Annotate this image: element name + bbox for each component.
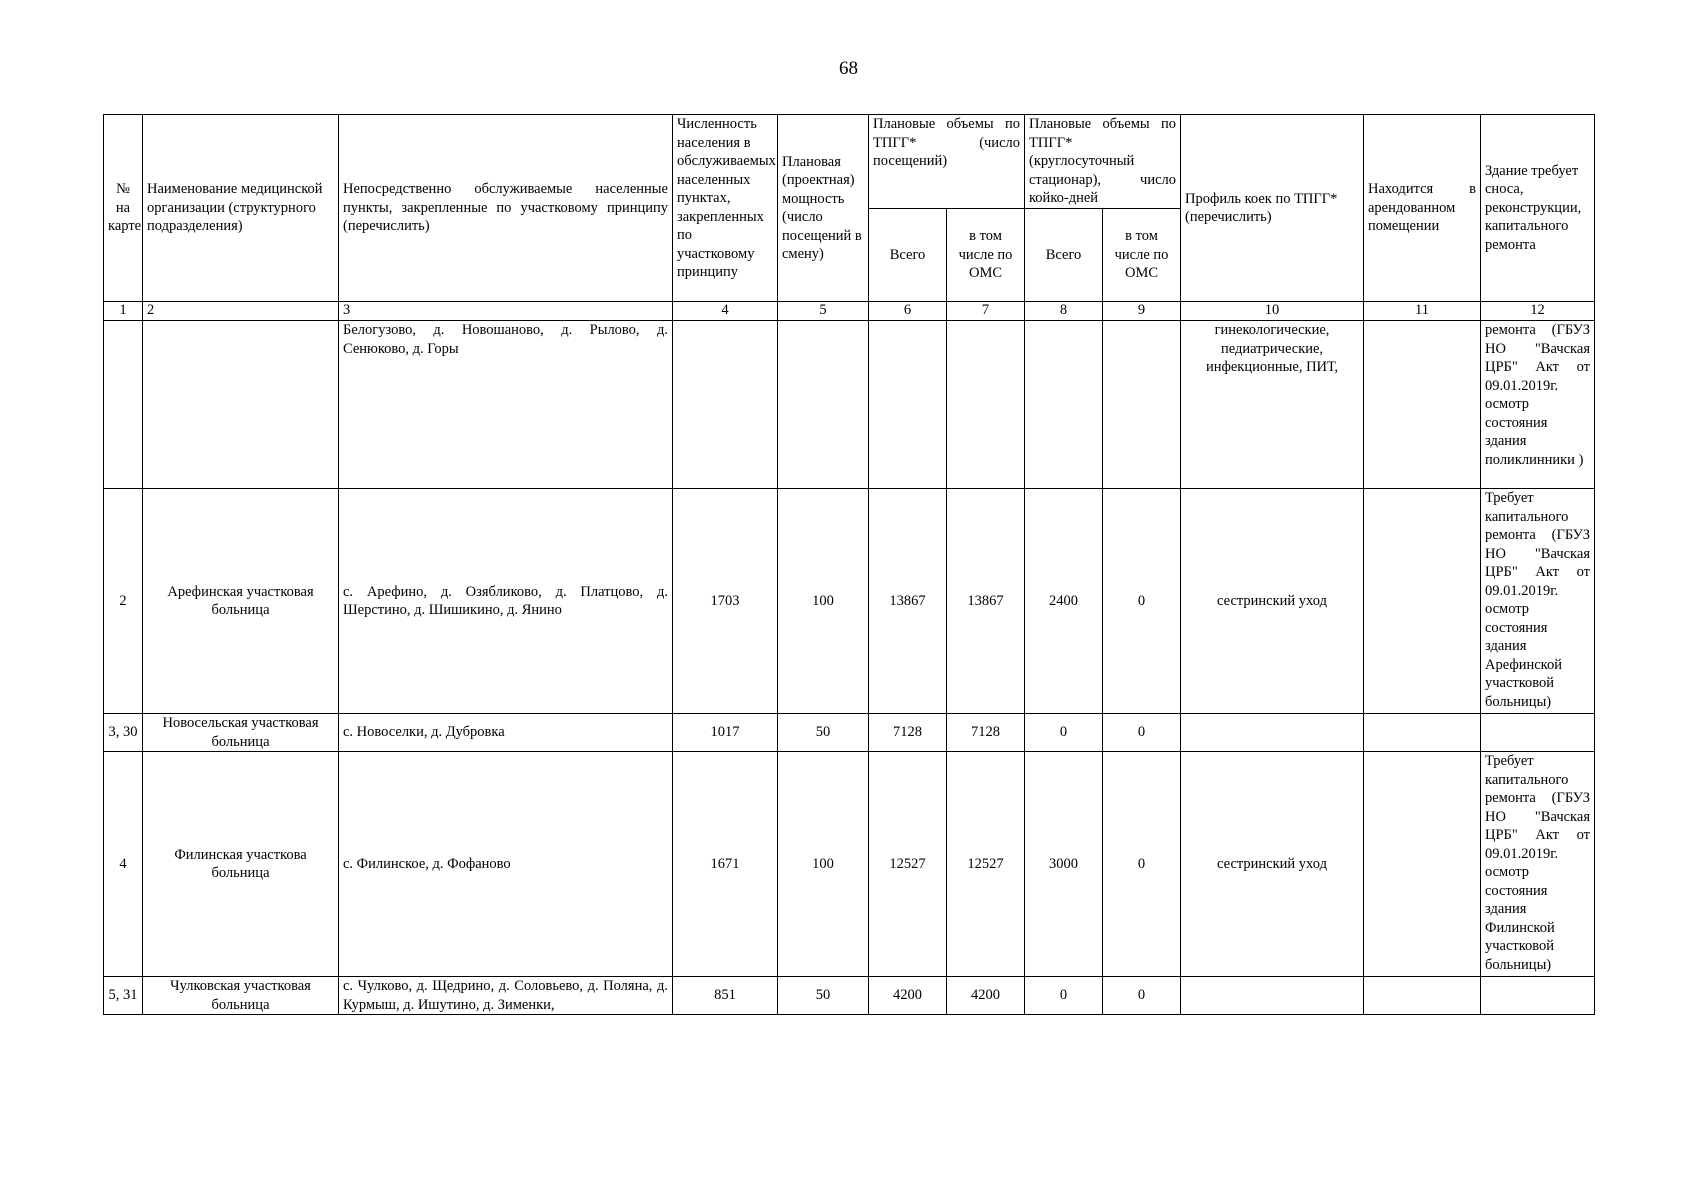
header-visits-total: Всего (869, 209, 947, 302)
column-number: 11 (1364, 302, 1481, 321)
header-beddays-oms: в том числе по ОМС (1103, 209, 1181, 302)
cell-beddays-oms: 0 (1103, 489, 1181, 714)
cell-capacity (778, 321, 869, 489)
cell-capacity: 100 (778, 489, 869, 714)
cell-beddays-total: 0 (1025, 977, 1103, 1015)
cell-population: 1671 (673, 752, 778, 977)
column-number: 10 (1181, 302, 1364, 321)
cell-map-number: 2 (104, 489, 143, 714)
header-visits-oms: в том числе по ОМС (947, 209, 1025, 302)
cell-settlements: с. Чулково, д. Щедрино, д. Соловьево, д. Поляна, д. Курмыш, д. Ишутино, д. Зименки, (339, 977, 673, 1015)
table-row (104, 489, 1595, 714)
column-number: 3 (339, 302, 673, 321)
cell-bed-profile (1181, 714, 1364, 752)
header-beddays-total: Всего (1025, 209, 1103, 302)
cell-rented-premises (1364, 752, 1481, 977)
cell-building-condition (1481, 714, 1595, 752)
column-number: 12 (1481, 302, 1595, 321)
cell-beddays-oms (1103, 321, 1181, 489)
cell-settlements: с. Арефино, д. Озябликово, д. Платцово, д. Шерстино, д. Шишикино, д. Янино (339, 489, 673, 714)
cell-visits-oms: 12527 (947, 752, 1025, 977)
header-map-number: № на карте (104, 115, 143, 302)
header-rented-premises: Находится в арендованном помещении (1364, 115, 1481, 302)
column-number: 6 (869, 302, 947, 321)
cell-bed-profile: гинекологические, педиатрические, инфекционные, ПИТ, (1181, 321, 1364, 489)
table-row (104, 977, 1595, 1015)
header-population: Численность населения в обслуживаемых населенных пунктах, закрепленных по участковому принципу (673, 115, 778, 302)
cell-organization-name: Арефинская участковая больница (143, 489, 339, 714)
header-beddays-group: Плановые объемы по ТПГГ* (круглосуточный стационар), число койко-дней (1025, 115, 1181, 209)
cell-capacity: 100 (778, 752, 869, 977)
cell-population: 1703 (673, 489, 778, 714)
cell-visits-total: 4200 (869, 977, 947, 1015)
cell-beddays-total: 2400 (1025, 489, 1103, 714)
cell-settlements: с. Филинское, д. Фофаново (339, 752, 673, 977)
cell-beddays-total: 0 (1025, 714, 1103, 752)
cell-building-condition: ремонта (ГБУЗ НО "Вачская ЦРБ" Акт от 09.01.2019г. осмотр состояния здания поликлинники ) (1481, 321, 1595, 489)
column-number: 4 (673, 302, 778, 321)
table-row (104, 752, 1595, 977)
cell-rented-premises (1364, 489, 1481, 714)
column-number: 8 (1025, 302, 1103, 321)
cell-rented-premises (1364, 714, 1481, 752)
column-number: 5 (778, 302, 869, 321)
cell-visits-total: 13867 (869, 489, 947, 714)
cell-rented-premises (1364, 321, 1481, 489)
cell-visits-total: 7128 (869, 714, 947, 752)
cell-map-number: 5, 31 (104, 977, 143, 1015)
cell-organization-name (143, 321, 339, 489)
cell-organization-name: Новосельская участковая больница (143, 714, 339, 752)
cell-map-number: 4 (104, 752, 143, 977)
cell-bed-profile (1181, 977, 1364, 1015)
header-settlements: Непосредственно обслуживаемые населенные пункты, закрепленные по участковому принципу (перечислить) (339, 115, 673, 302)
cell-visits-total: 12527 (869, 752, 947, 977)
cell-organization-name: Филинская участкова больница (143, 752, 339, 977)
cell-building-condition: Требует капитального ремонта (ГБУЗ НО "Вачская ЦРБ" Акт от 09.01.2019г. осмотр состояния здания Арефинской участковой больницы) (1481, 489, 1595, 714)
cell-visits-oms: 7128 (947, 714, 1025, 752)
cell-beddays-total (1025, 321, 1103, 489)
column-number-row (104, 302, 1595, 321)
cell-building-condition (1481, 977, 1595, 1015)
cell-settlements: с. Новоселки, д. Дубровка (339, 714, 673, 752)
header-row (104, 115, 1595, 209)
cell-settlements: Белогузово, д. Новошаново, д. Рылово, д. Сенюково, д. Горы (339, 321, 673, 489)
header-visits-group: Плановые объемы по ТПГГ* (число посещений) (869, 115, 1025, 209)
column-number: 1 (104, 302, 143, 321)
table-row (104, 714, 1595, 752)
cell-population: 1017 (673, 714, 778, 752)
cell-visits-oms: 13867 (947, 489, 1025, 714)
cell-rented-premises (1364, 977, 1481, 1015)
column-number: 2 (143, 302, 339, 321)
cell-beddays-total: 3000 (1025, 752, 1103, 977)
cell-beddays-oms: 0 (1103, 714, 1181, 752)
header-capacity: Плановая (проектная) мощность (число посещений в смену) (778, 115, 869, 302)
cell-map-number: 3, 30 (104, 714, 143, 752)
cell-building-condition: Требует капитального ремонта (ГБУЗ НО "Вачская ЦРБ" Акт от 09.01.2019г. осмотр состояния здания Филинской участковой больницы) (1481, 752, 1595, 977)
header-building-condition: Здание требует сноса, реконструкции, капитального ремонта (1481, 115, 1595, 302)
column-number: 7 (947, 302, 1025, 321)
medical-facilities-table (103, 114, 1595, 1015)
cell-visits-oms (947, 321, 1025, 489)
cell-population: 851 (673, 977, 778, 1015)
cell-visits-oms: 4200 (947, 977, 1025, 1015)
column-number: 9 (1103, 302, 1181, 321)
cell-organization-name: Чулковская участковая больница (143, 977, 339, 1015)
cell-map-number (104, 321, 143, 489)
header-organization-name: Наименование медицинской организации (структурного подразделения) (143, 115, 339, 302)
cell-population (673, 321, 778, 489)
page-number: 68 (839, 58, 858, 79)
cell-beddays-oms: 0 (1103, 977, 1181, 1015)
cell-beddays-oms: 0 (1103, 752, 1181, 977)
cell-capacity: 50 (778, 977, 869, 1015)
cell-bed-profile: сестринский уход (1181, 489, 1364, 714)
header-bed-profile: Профиль коек по ТПГГ* (перечислить) (1181, 115, 1364, 302)
table-row (104, 321, 1595, 489)
cell-capacity: 50 (778, 714, 869, 752)
cell-visits-total (869, 321, 947, 489)
cell-bed-profile: сестринский уход (1181, 752, 1364, 977)
